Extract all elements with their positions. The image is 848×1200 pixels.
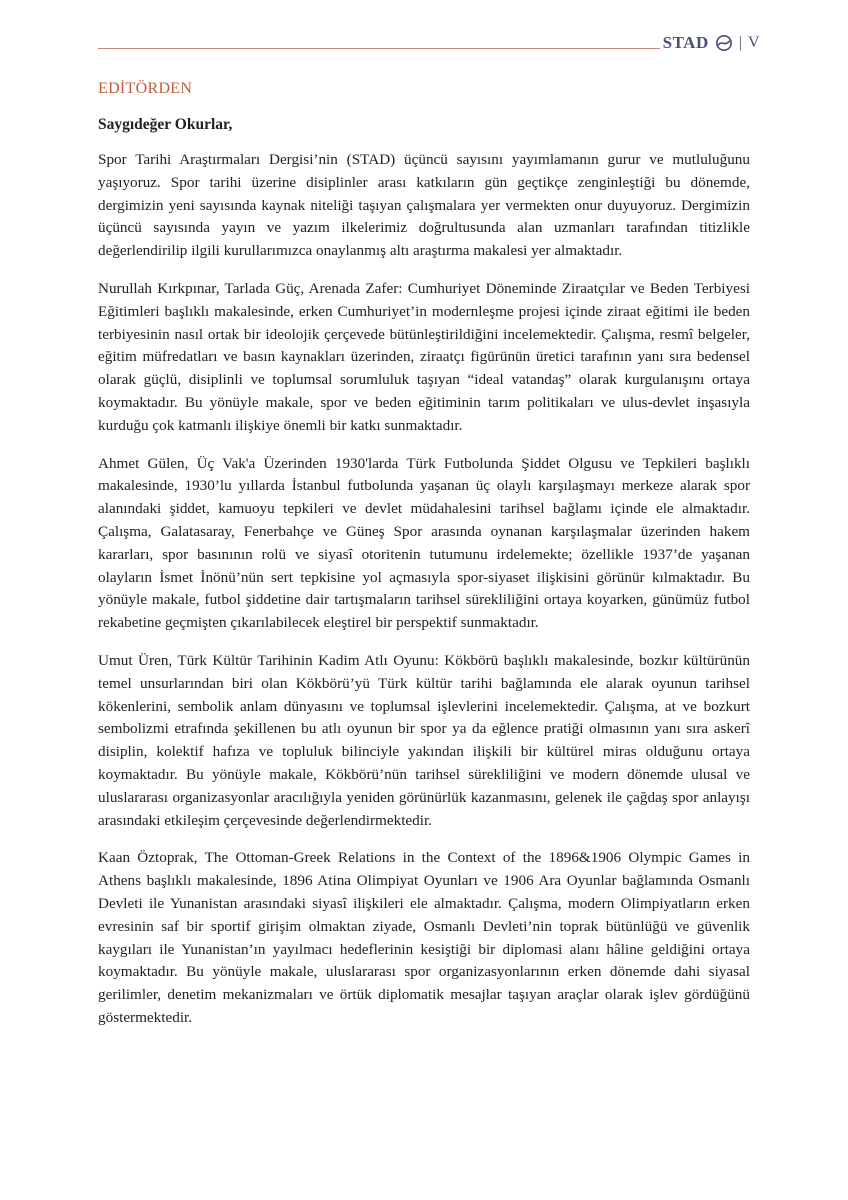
- page-number: V: [747, 34, 760, 51]
- header-rule: [98, 48, 660, 49]
- journal-brand: [663, 33, 760, 53]
- salutation: Saygıdeğer Okurlar,: [98, 116, 233, 133]
- paragraph-gulen: Ahmet Gülen, Üç Vak'a Üzerinden 1930'larda Türk Futbolunda Şiddet Olgusu ve Tepkileri başlıklı makalesinde, 1930’lu yıllarda İstanbul futbolunda yaşanan üç olaylı karşılaşmayı merkeze alarak spor alanındaki şiddet, kamuoyu tepkileri ve devlet müdahalesini tarihsel bağlamı içinde ele almaktadır. Çalışma, Galatasaray, Fenerbahçe ve Güneş Spor arasında oynanan karşılaşmalar üzerinden hakem kararları, spor basınının rolü ve siyasî otoritenin tutumunu irdelemekte; özellikle 1937’de yaşanan olayların İsmet İnönü’nün sert tepkisine yol açmasıyla spor-siyaset ilişkisini görünür kılmaktadır. Bu yönüyle makale, futbol şiddetine dair tartışmaların tarihsel sürekliliğini ortaya koyarken, günümüz futbol rekabetine geçmişten çıkarılabilecek eleştirel bir perspektif sunmaktadır.: [98, 454, 750, 632]
- paragraph-intro: Spor Tarihi Araştırmaları Dergisi’nin (STAD) üçüncü sayısını yayımlamanın gurur ve mutluluğunu yaşıyoruz. Spor tarihi üzerine disiplinler arası katkıların gün geçtikçe zenginleştiği bu dönemde, dergimizin yeni sayısında kaynak niteliği taşıyan çalışmalara yer vermekten onur duyuyoruz. Dergimizin üçüncü sayısında yayın ve yazım ilkelerimiz doğrultusunda alan uzmanları tarafından titizlikle değerlendirilip ilgili kurullarımızca onaylanmış altı araştırma makalesi yer almaktadır.: [98, 151, 750, 260]
- editorial-body: [98, 149, 750, 1045]
- paragraph-uren: Umut Üren, Türk Kültür Tarihinin Kadim Atlı Oyunu: Kökbörü başlıklı makalesinde, bozkır kültürünün temel unsurlarından biri olan Kökbörü’yü Türk kültür tarihi bağlamında ele alarak oyunun tarihsel kökenlerini, sembolik anlam dünyasını ve toplumsal işlevlerini incelemektedir. Çalışma, at ve bozkurt sembolizmi etrafında şekillenen bu atlı oyunun bir spor ya da eğlence pratiği olmasının yanı sıra askerî disiplin, kolektif hafıza ve topluluk bilinciyle yakından ilişkili bir kültürel miras olduğunu ortaya koymaktadır. Bu yönüyle makale, Kökbörü’nün tarihsel sürekliliğini ve modern dönemde ulusal ve uluslararası organizasyonlar aracılığıyla yeniden görünürlük kazanmasını, gelenek ile çağdaş spor anlayışı arasındaki etkileşim çerçevesinde değerlendirmektedir.: [98, 651, 750, 829]
- brand-name: STAD: [662, 33, 709, 52]
- brand-separator: |: [738, 34, 742, 51]
- paragraph-oztoprak: Kaan Öztoprak, The Ottoman-Greek Relations in the Context of the 1896&1906 Olympic Games in Athens başlıklı makalesinde, 1896 Atina Olimpiyat Oyunları ve 1906 Ara Oyunlar bağlamında Osmanlı Devleti ile Yunanistan arasındaki siyasî ilişkileri ele almaktadır. Çalışma, modern Olimpiyatların erken evresinin saf bir sportif girişim olmaktan ziyade, Osmanlı Devleti’nin toprak bütünlüğü ve güvenlik kaygıları ile Yunanistan’ın yayılmacı hedeflerinin kesiştiği bir diplomasi alanı hâline geldiğini ortaya koymaktadır. Bu yönüyle makale, uluslararası spor organizasyonlarının erken dönemde dahi siyasal gerilimler, denetim mekanizmaları ve örtük diplomatik mesajlar taşıyan araçlar olarak işlev gördüğünü göstermektedir.: [98, 849, 750, 1026]
- paragraph-kirkpinar: Nurullah Kırkpınar, Tarlada Güç, Arenada Zafer: Cumhuriyet Döneminde Ziraatçılar ve Beden Terbiyesi Eğitimleri başlıklı makalesinde, erken Cumhuriyet’in modernleşme projesi içinde ziraat eğitimi ile beden terbiyesinin nasıl ortak bir ideolojik çerçevede bütünleştirildiğini incelemektedir. Çalışma, resmî belgeler, eğitim müfredatları ve basın kaynakları üzerinden, ziraatçı figürünün üretici tarafının yanı sıra bedensel olarak güçlü, disiplinli ve toplumsal sorumluluk taşıyan “ideal vatandaş” olarak kurgulanışını ortaya koymaktadır. Bu yönüyle makale, spor ve beden eğitiminin tarım politikaları ve ulus-devlet inşasıyla kurduğu çok katmanlı ilişkiye önemli bir katkı sunmaktadır.: [98, 279, 750, 434]
- stad-logo-icon: [715, 34, 733, 52]
- section-title: EDİTÖRDEN: [98, 80, 193, 97]
